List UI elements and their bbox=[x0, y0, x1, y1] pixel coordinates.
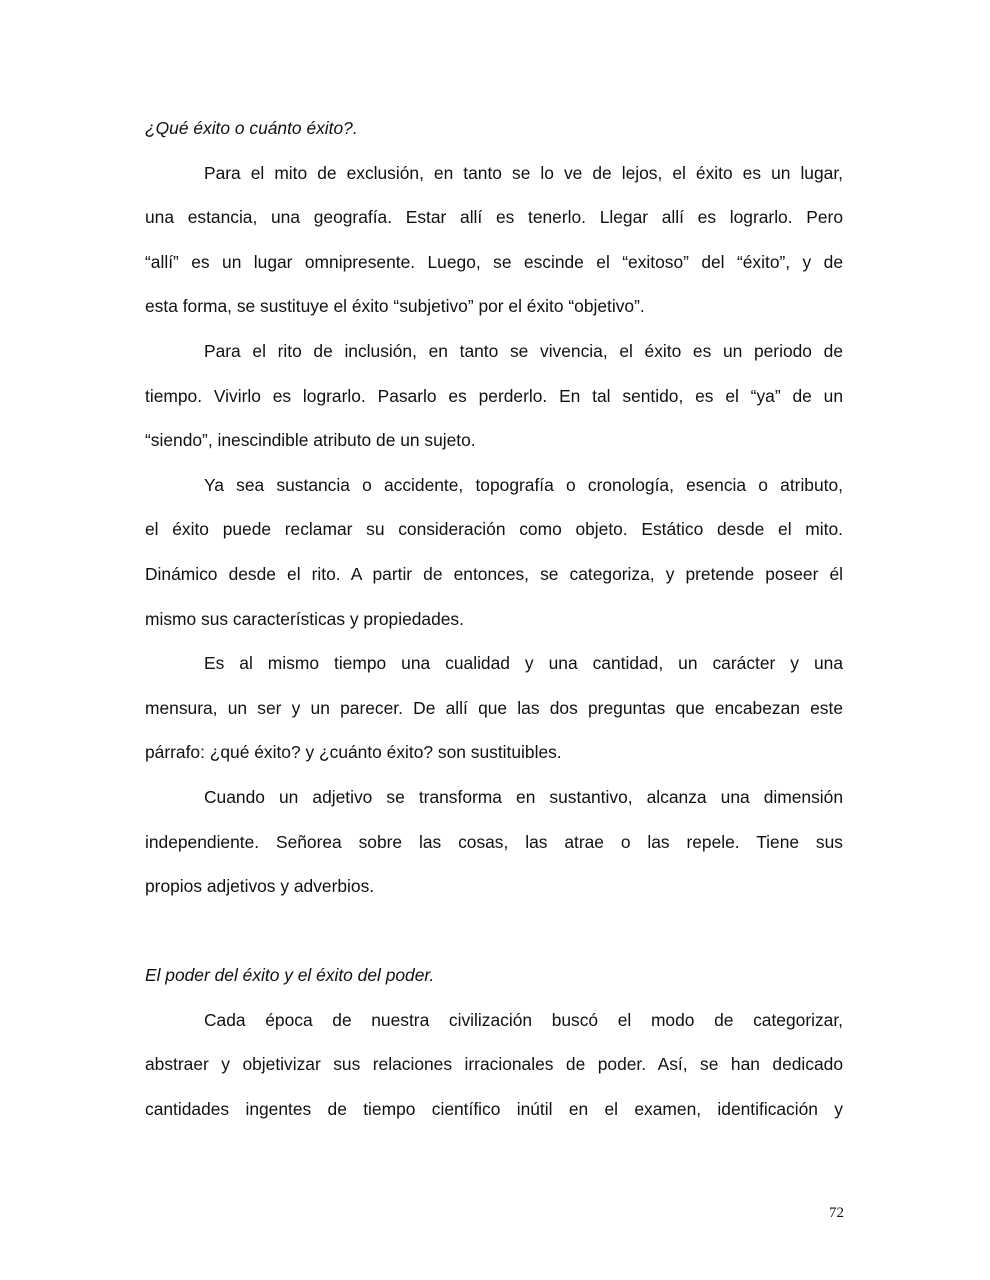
page-number: 72 bbox=[829, 1205, 844, 1221]
body-text bbox=[145, 106, 843, 1132]
section-heading-1: ¿Qué éxito o cuánto éxito?. bbox=[145, 118, 358, 138]
paragraph-line: mismo sus características y propiedades. bbox=[145, 608, 464, 629]
paragraph-line: Dinámico desde el rito. A partir de entonces, se categoriza, y pretende poseer él bbox=[145, 563, 843, 584]
paragraph-line: propios adjetivos y adverbios. bbox=[145, 876, 375, 897]
paragraph-6 bbox=[145, 998, 843, 1132]
paragraph-line: cantidades ingentes de tiempo científico inútil en el examen, identificación y bbox=[145, 1099, 843, 1120]
section-heading-2: El poder del éxito y el éxito del poder. bbox=[145, 965, 435, 986]
paragraph-line: Para el rito de inclusión, en tanto se vivencia, el éxito es un periodo de bbox=[204, 340, 843, 361]
blank-line bbox=[145, 909, 843, 954]
paragraph-line: esta forma, se sustituye el éxito “subjetivo” por el éxito “objetivo”. bbox=[145, 296, 645, 317]
paragraph-line: independiente. Señorea sobre las cosas, las atrae o las repele. Tiene sus bbox=[145, 831, 843, 852]
paragraph-line: “allí” es un lugar omnipresente. Luego, se escinde el “exitoso” del “éxito”, y de bbox=[145, 251, 843, 272]
paragraph-line: tiempo. Vivirlo es lograrlo. Pasarlo es perderlo. En tal sentido, es el “ya” de un bbox=[145, 385, 843, 406]
paragraph-line: el éxito puede reclamar su consideración como objeto. Estático desde el mito. bbox=[145, 519, 843, 540]
paragraph-line: una estancia, una geografía. Estar allí es tenerlo. Llegar allí es lograrlo. Pero bbox=[145, 207, 843, 228]
paragraph-2 bbox=[145, 329, 843, 463]
paragraph-line: Es al mismo tiempo una cualidad y una cantidad, un carácter y una bbox=[204, 653, 843, 674]
paragraph-line: Cada época de nuestra civilización buscó el modo de categorizar, bbox=[204, 1009, 843, 1030]
paragraph-4 bbox=[145, 641, 843, 775]
paragraph-line: Cuando un adjetivo se transforma en sustantivo, alcanza una dimensión bbox=[204, 786, 843, 807]
paragraph-line: “siendo”, inescindible atributo de un sujeto. bbox=[145, 430, 476, 451]
paragraph-line: Ya sea sustancia o accidente, topografía o cronología, esencia o atributo, bbox=[204, 474, 843, 495]
paragraph-line: Para el mito de exclusión, en tanto se lo ve de lejos, el éxito es un lugar, bbox=[204, 162, 843, 183]
paragraph-line: mensura, un ser y un parecer. De allí que las dos preguntas que encabezan este bbox=[145, 697, 843, 718]
paragraph-3 bbox=[145, 463, 843, 641]
paragraph-line: abstraer y objetivizar sus relaciones irracionales de poder. Así, se han dedicado bbox=[145, 1054, 843, 1075]
paragraph-1 bbox=[145, 151, 843, 329]
paragraph-5 bbox=[145, 775, 843, 909]
paragraph-line: párrafo: ¿qué éxito? y ¿cuánto éxito? son sustituibles. bbox=[145, 742, 562, 763]
